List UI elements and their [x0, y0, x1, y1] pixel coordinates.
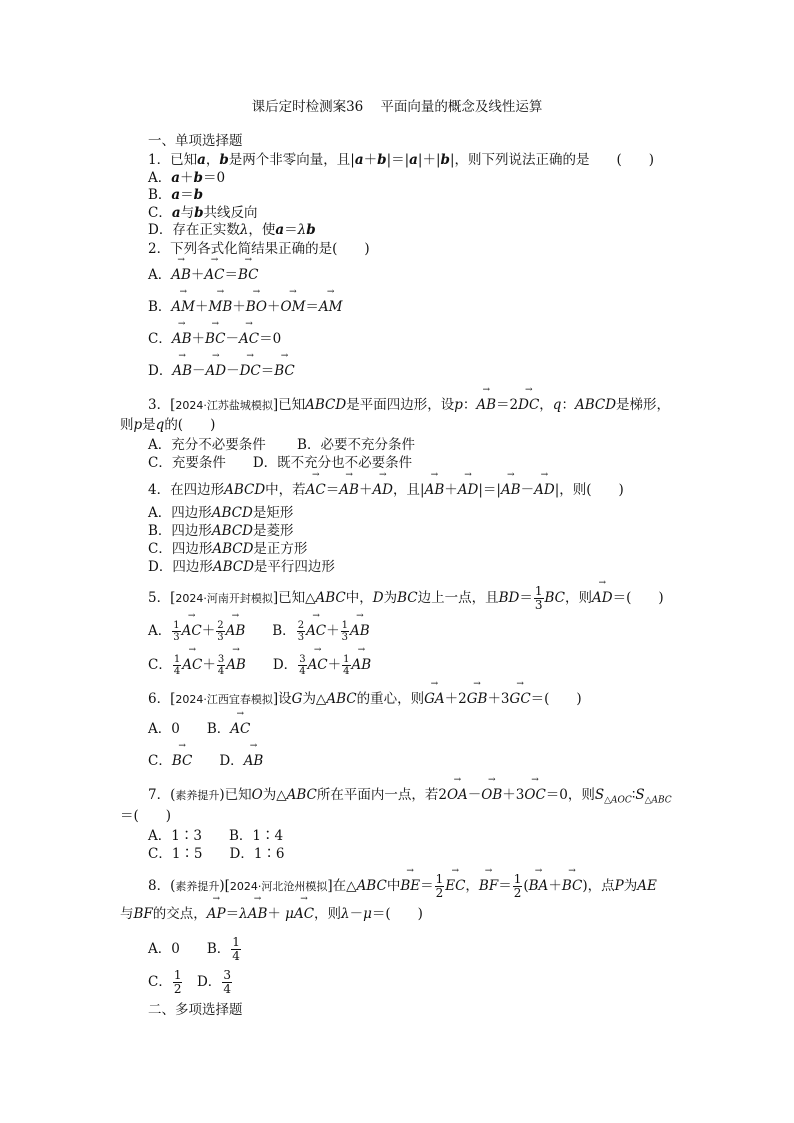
- q2-option-b: B．→ AM＋→ MB＋→ BO＋→ OM＝→ AM: [148, 299, 342, 315]
- q5-options-row2: C． $\frac{1}{4}$ → AC＋ $\frac{3}{4}$ → AB D． $\frac{3}{4}$ → AC＋ $\frac{1}{4}$ → AB: [148, 654, 371, 677]
- q8-stem-line1: 8．(素养提升)[2024·河北沧州模拟]在△ABC中→ BE＝ $\frac{1}{2}$ → EC，→ BF＝ $\frac{1}{2}$ (→ BA＋→ BC)，点P为AE: [148, 873, 657, 900]
- q2-stem: 2．下列各式化简结果正确的是( ): [148, 241, 370, 257]
- q6-stem: 6．[2024·江西宜春模拟]设G为△ABC的重心，则→ GA＋2→ GB＋3→ GC＝( ): [148, 691, 582, 708]
- q3-options-row2: [148, 455, 412, 471]
- q6-options-row1: A．0 B．→ AC: [148, 721, 250, 737]
- q2-option-c: C．→ AB＋→ BC－→ AC＝0: [148, 331, 281, 347]
- q5-stem: 5．[2024·河南开封模拟]已知△ABC中，D为BC边上一点，且BD＝ $\frac{1}{3}$ BC，则→ AD＝( ): [148, 585, 664, 612]
- q8-options-row2: C． $\frac{1}{2}$ D． $\frac{3}{4}$: [148, 968, 231, 996]
- page-title: 课后定时检测案36 平面向量的概念及线性运算: [251, 99, 543, 115]
- q7-option-b: B．1∶4: [228, 828, 284, 844]
- q3-stem-line2: 则p是q的( ): [120, 417, 216, 433]
- q2-option-d: D．→ AB－→ AD－→ DC＝→ BC: [148, 363, 295, 379]
- q8-stem-line2: 与BF的交点，→ AP＝λ→ AB＋ μ→ AC，则λ－μ＝( ): [120, 906, 423, 922]
- q7-option-d: D．1∶6: [229, 846, 285, 862]
- q7-option-a: A．1∶3: [148, 828, 202, 844]
- q3-stem-line1: 3．[2024·江苏盐城模拟]已知ABCD是平面四边形，设p：→ AB＝2→ DC，q：ABCD是梯形，: [148, 397, 670, 414]
- q3-option-b: B．必要不充分条件: [297, 437, 415, 453]
- q3-option-d: D．既不充分也不必要条件: [252, 455, 413, 471]
- q8-options-row1: A．0 B． $\frac{1}{4}$: [148, 935, 240, 963]
- q7-options-row2: [148, 846, 285, 862]
- q4-option-d: D．四边形ABCD是平行四边形: [148, 559, 335, 575]
- q1-option-d: D．存在正实数λ，使a＝λb: [148, 222, 316, 238]
- q4-stem: 4．在四边形ABCD中，若→ AC＝→ AB＋→ AD，且|→ AB＋→ AD|＝|→ AB－→ AD|，则( ): [148, 482, 624, 498]
- q7-option-c: C．1∶5: [148, 846, 203, 862]
- section-multiple-choice: 二、多项选择题: [148, 1002, 243, 1018]
- q7-options-row1: [148, 828, 283, 844]
- section-single-choice: 一、单项选择题: [148, 133, 243, 149]
- q1-option-b: B．a＝b: [148, 187, 204, 203]
- q4-option-c: C．四边形ABCD是正方形: [148, 541, 308, 557]
- q3-option-a: A．充分不必要条件: [148, 437, 266, 453]
- q6-options-row2: C．→ BC D．→ AB: [148, 753, 263, 769]
- q5-options-row1: A． $\frac{1}{3}$ → AC＋ $\frac{2}{3}$ → AB B． $\frac{2}{3}$ → AC＋ $\frac{1}{3}$ → AB: [148, 620, 370, 643]
- q2-option-a: A．→ AB＋→ AC＝→ BC: [148, 267, 259, 283]
- q3-option-c: C．充要条件: [148, 455, 226, 471]
- q1-stem: 1．已知a，b是两个非零向量，且|a＋b|＝|a|＋|b|，则下列说法正确的是 ( ): [148, 152, 655, 168]
- q4-option-a: A．四边形ABCD是矩形: [148, 505, 294, 521]
- q7-stem-line2: ＝( ): [120, 808, 172, 824]
- q3-options-row1: [148, 437, 415, 453]
- q1-option-c: C．a与b共线反向: [148, 205, 258, 221]
- q7-stem-line1: 7．(素养提升)已知O为△ABC所在平面内一点，若2→ OA－→ OB＋3→ OC＝0，则$S_{\triangle AOC}∶S_{\triangle ABC}$: [148, 787, 672, 809]
- q4-option-b: B．四边形ABCD是菱形: [148, 523, 294, 539]
- q1-option-a: A．a＋b＝0: [148, 170, 226, 186]
